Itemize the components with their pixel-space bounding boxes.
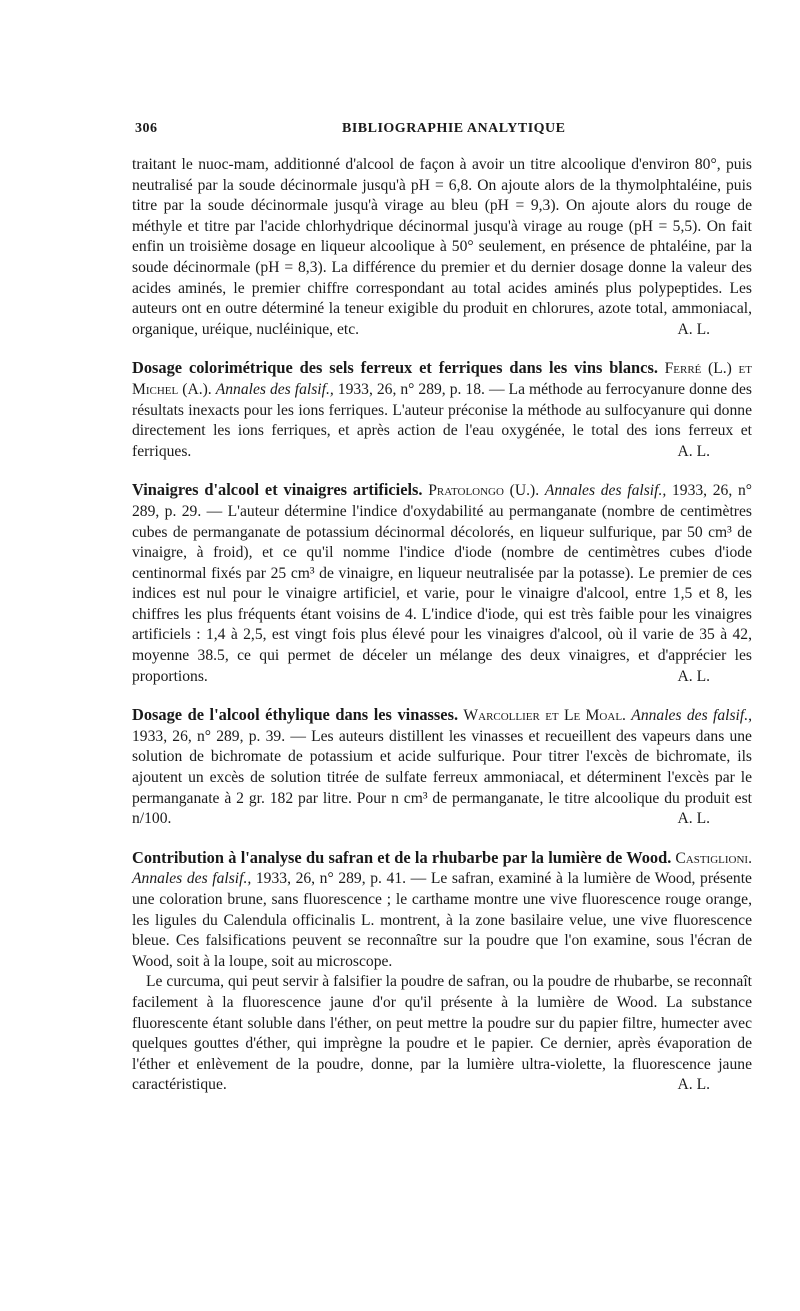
article-text: — Les auteurs distillent les vinasses et recueillent des vapeurs dans une solution de bichromate de potassium et acide sulfurique. Pour titrer l'excès de bichromate, ils ajoutent un excès de solution titrée de sulfate ferreux ammoniacal, et déterminent l'excès par le permanganate à 2 gr. 182 par litre. Pour n cm³ de permanganate, le titre alcoolique du produit est n/100. (132, 727, 752, 828)
page-number: 306 (135, 121, 158, 136)
article-body (132, 358, 752, 462)
article-text: — L'auteur détermine l'indice d'oxydabilité au permanganate (nombre de centimètres cubes de permanganate de potassium décinormal décolorés, en liqueur sulfurique, par 50 cm³ de vinaigre, à froid), et ce qu'il nomme l'indice d'iode (nombre de centimètres cubes d'iode centinormal fixés par 25 cm³ de vinaigre, en liqueur neutralisée par la potasse). Le premier de ces indices est nul pour le vinaigre artificiel, et varie, pour le vinaigre d'alcool, entre 1,5 et 8, les chiffres les plus fréquents étant voisins de 4. L'indice d'iode, qui est très faible pour les vinaigres artificiels : 1,4 à 2,5, est vingt fois plus élevé pour les vinaigres d'alcool, où il varie de 35 à 42, moyenne 38.5, ce qui permet de déceler un mélange des deux vinaigres, et d'apprécier les proportions. (132, 502, 752, 685)
article-authors: Ferré (L.) et Michel (A.). (132, 360, 752, 398)
article-body (132, 480, 752, 687)
article-signature: A. L. (677, 1076, 710, 1094)
article-title: Contribution à l'analyse du safran et de la rhubarbe par la lumière de Wood. (132, 847, 672, 867)
article-text: — Le safran, examiné à la lumière de Wood, présente une coloration brune, sans fluorescence ; le carthame montre une vive fluorescence rouge orange, les ligules du Calendula officinalis L. montrent, à la zone basilaire velue, une vive fluorescence bleue. Ces falsifications peuvent se reconnaître sur la poudre que l'on examine, sous l'écran de Wood, soit à la loupe, soit au microscope. (132, 870, 752, 970)
article-entry (132, 480, 752, 687)
article-signature: A. L. (677, 810, 710, 828)
article-entry (132, 705, 752, 830)
article-title: Dosage de l'alcool éthylique dans les vinasses. (132, 705, 459, 725)
continued-article (132, 155, 752, 340)
article-list (132, 358, 752, 1096)
article-signature: A. L. (677, 667, 710, 685)
article-citation: 1933, 26, n° 289, p. 29. (132, 482, 752, 520)
article-body (132, 155, 752, 340)
article-text: traitant le nuoc-mam, additionné d'alcool de façon à avoir un titre alcoolique d'environ 80°, puis neutralisé par la soude décinormale jusqu'à pH = 6,8. On ajoute alors de la thymolphtaléine, puis titre par la soude décinormale jusqu'à virage au bleu (pH = 9,3). On ajoute alors du rouge de méthyle et titre par l'acide chlorhydrique décinormal jusqu'à virage au rouge (pH = 5,5). On fait enfin un troisième dosage en liqueur alcoolique à 50° seulement, en présence de phtaléine, par la soude décinormale (pH = 8,3). La différence du premier et du dernier dosage donne la valeur des acides aminés, le premier chiffre correspondant au total acides aminés plus polypeptides. Les auteurs ont en outre déterminé la teneur exigible du produit en chlorures, azote total, ammoniacal, organique, uréique, nucléinique, etc. (132, 156, 752, 338)
article-title: Vinaigres d'alcool et vinaigres artificiels. (132, 480, 423, 500)
article-body (132, 705, 752, 830)
article-journal: Annales des falsif., (132, 870, 252, 888)
article-citation: 1933, 26, n° 289, p. 39. (132, 727, 286, 745)
running-title: BIBLIOGRAPHIE ANALYTIQUE (342, 121, 566, 136)
article-entry (132, 358, 752, 462)
article-signature: A. L. (677, 442, 710, 460)
article-authors: Pratolongo (U.). (428, 482, 540, 500)
article-title: Dosage colorimétrique des sels ferreux et ferriques dans les vins blancs. (132, 358, 658, 378)
page-body (132, 155, 752, 1096)
article-journal: Annales des falsif., (544, 482, 667, 500)
article-text: Le curcuma, qui peut servir à falsifier la poudre de safran, ou la poudre de rhubarbe, se reconnaît facilement à la fluorescence jaune d'or qu'il présente à la lumière de Wood. La substance fluorescente étant soluble dans l'éther, on peut mettre la poudre sur du papier filtre, humecter avec quelques gouttes d'éther, qui imprègne la poudre et le papier. Ce dernier, après évaporation de l'éther et enlèvement de la poudre, donne, par la lumière ultra-violette, la fluorescence jaune caractéristique. (132, 973, 752, 1094)
article-body (132, 848, 752, 973)
article-citation: 1933, 26, n° 289, p. 18. (337, 380, 485, 398)
article-citation: 1933, 26, n° 289, p. 41. (255, 870, 407, 888)
article-authors: Castiglioni. (675, 849, 752, 867)
article-authors: Warcollier et Le Moal. (463, 707, 626, 725)
article-journal: Annales des falsif., (631, 707, 753, 725)
article-text: — La méthode au ferrocyanure donne des résultats inexacts pour les ions ferriques. L'auteur préconise la méthode au sulfocyanure qui donne directement les ions ferriques, et après action de l'eau oxygénée, le total des ions ferreux et ferriques. (132, 380, 752, 460)
article-paragraph (132, 972, 752, 1096)
article-signature: A. L. (677, 320, 710, 338)
article-journal: Annales des falsif., (215, 380, 334, 398)
article-entry (132, 848, 752, 1096)
